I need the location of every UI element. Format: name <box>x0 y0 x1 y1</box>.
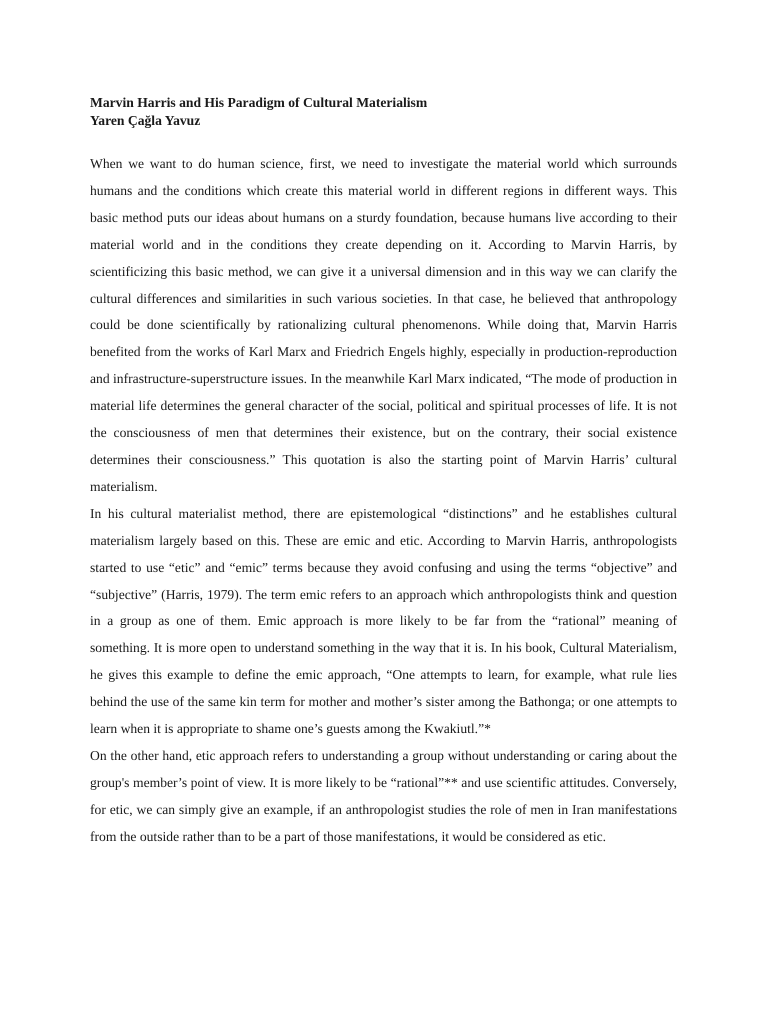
paragraph-1: When we want to do human science, first, we need to investigate the material world which surrounds humans and the conditions which create this material world in different regions in different ways. This basic method puts our ideas about humans on a sturdy foundation, because humans live according to their material world and in the conditions they create depending on it. According to Marvin Harris, by scientificizing this basic method, we can give it a universal dimension and in this way we can clarify the cultural differences and similarities in such various societies. In that case, he believed that anthropology could be done scientifically by rationalizing cultural phenomenons. While doing that, Marvin Harris benefited from the works of Karl Marx and Friedrich Engels highly, especially in production-reproduction and infrastructure-superstructure issues. In the meanwhile Karl Marx indicated, “The mode of production in material life determines the general character of the social, political and spiritual processes of life. It is not the consciousness of men that determines their existence, but on the contrary, their social existence determines their consciousness.” This quotation is also the starting point of Marvin Harris’ cultural materialism. <box>90 156 677 494</box>
document-author: Yaren Çağla Yavuz <box>90 113 201 128</box>
paragraph-2: In his cultural materialist method, there are epistemological “distinctions” and he establishes cultural materialism largely based on this. These are emic and etic. According to Marvin Harris, anthropologists started to use “etic” and “emic” terms because they avoid confusing and using the terms “objective” and “subjective” (Harris, 1979). The term emic refers to an approach which anthropologists think and question in a group as one of them. Emic approach is more likely to be far from the “rational” meaning of something. It is more open to understand something in the way that it is. In his book, Cultural Materialism, he gives this example to define the emic approach, “One attempts to learn, for example, what rule lies behind the use of the same kin term for mother and mother’s sister among the Bathonga; or one attempts to learn when it is appropriate to shame one’s guests among the Kwakiutl.”* <box>90 505 677 737</box>
document-body <box>90 151 677 851</box>
paragraph-3: On the other hand, etic approach refers to understanding a group without understanding or caring about the group's member’s point of view. It is more likely to be “rational”** and use scientific attitudes. Conversely, for etic, we can simply give an example, if an anthropologist studies the role of men in Iran manifestations from the outside rather than to be a part of those manifestations, it would be considered as etic. <box>90 747 677 844</box>
document-title: Marvin Harris and His Paradigm of Cultural Materialism <box>90 95 428 110</box>
document-page <box>90 94 677 851</box>
